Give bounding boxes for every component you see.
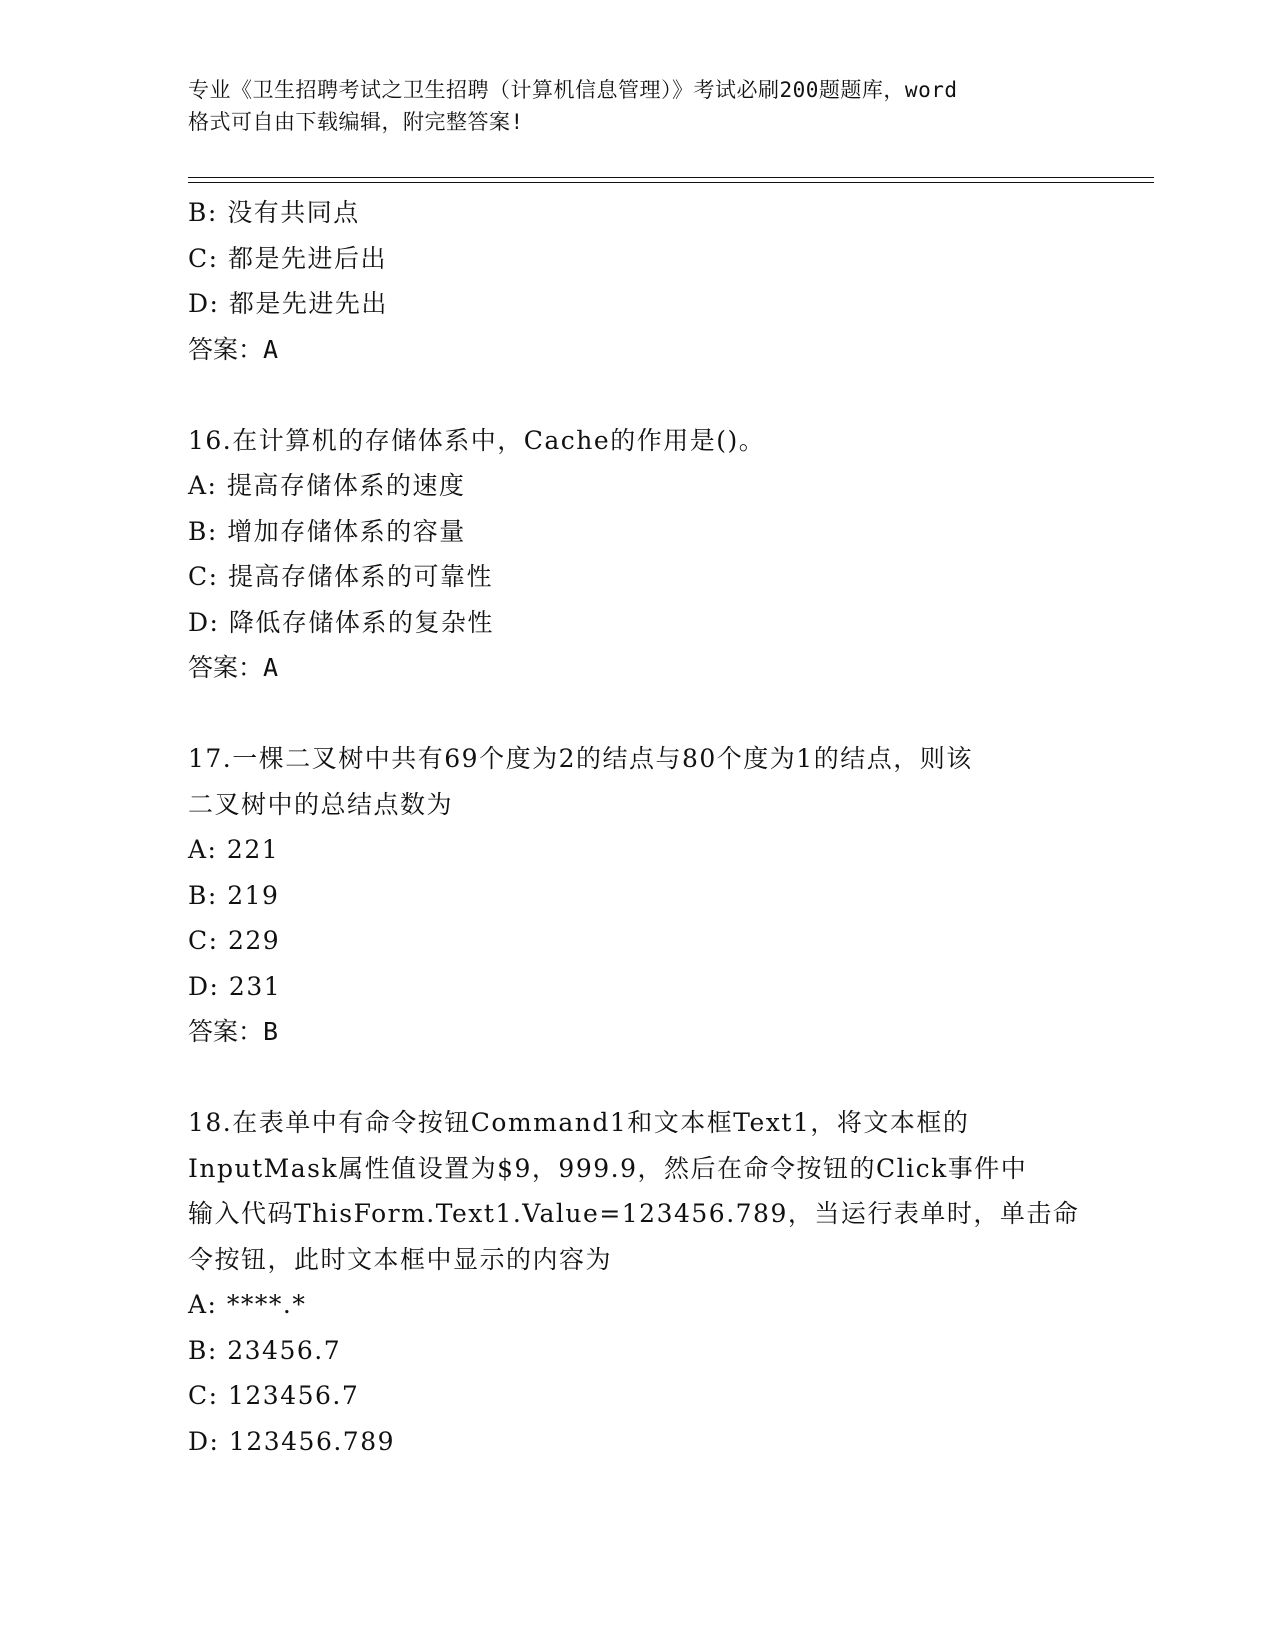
option-c: C: 229 bbox=[188, 926, 281, 955]
document-header bbox=[188, 74, 1088, 138]
option-a: A: ****.* bbox=[188, 1290, 307, 1319]
option-c: C: 都是先进后出 bbox=[188, 243, 387, 273]
header-line-2: 格式可自由下载编辑，附完整答案! bbox=[188, 110, 524, 134]
question-stem-line-1: 18.在表单中有命令按钮Command1和文本框Text1，将文本框的 bbox=[188, 1108, 970, 1137]
question-stem-line-2: 二叉树中的总结点数为 bbox=[188, 789, 454, 819]
question-stem-line-2: InputMask属性值设置为$9，999.9，然后在命令按钮的Click事件中 bbox=[188, 1153, 1028, 1183]
question-stem-line-3: 输入代码ThisForm.Text1.Value=123456.789，当运行表单时，单击命 bbox=[188, 1199, 1080, 1228]
option-a: A: 221 bbox=[188, 835, 280, 864]
question-stem-line-4: 令按钮，此时文本框中显示的内容为 bbox=[188, 1244, 613, 1274]
option-d: D: 231 bbox=[188, 971, 282, 1001]
question-17 bbox=[188, 736, 1088, 1055]
header-divider-bottom bbox=[188, 182, 1154, 183]
option-b: B: 增加存储体系的容量 bbox=[188, 516, 466, 546]
option-d: D: 降低存储体系的复杂性 bbox=[188, 607, 494, 637]
header-divider-top bbox=[188, 177, 1154, 178]
spacer bbox=[188, 691, 1088, 737]
spacer bbox=[188, 1055, 1088, 1101]
question-stem-line-1: 17.一棵二叉树中共有69个度为2的结点与80个度为1的结点，则该 bbox=[188, 744, 973, 773]
question-15-tail bbox=[188, 190, 1088, 372]
answer-label: 答案：A bbox=[188, 334, 279, 364]
option-d: D: 123456.789 bbox=[188, 1426, 396, 1456]
option-c: C: 123456.7 bbox=[188, 1381, 360, 1410]
header-line-1: 专业《卫生招聘考试之卫生招聘（计算机信息管理）》考试必刷200题题库，word bbox=[188, 78, 958, 102]
question-stem: 16.在计算机的存储体系中，Cache的作用是()。 bbox=[188, 425, 766, 455]
question-list bbox=[188, 190, 1088, 1464]
option-d: D: 都是先进先出 bbox=[188, 289, 388, 318]
question-16 bbox=[188, 418, 1088, 691]
spacer bbox=[188, 372, 1088, 418]
option-a: A: 提高存储体系的速度 bbox=[188, 471, 466, 500]
option-b: B: 没有共同点 bbox=[188, 198, 360, 227]
answer-label: 答案：A bbox=[188, 653, 279, 682]
option-b: B: 23456.7 bbox=[188, 1335, 342, 1365]
option-b: B: 219 bbox=[188, 880, 280, 910]
option-c: C: 提高存储体系的可靠性 bbox=[188, 562, 493, 591]
answer-label: 答案：B bbox=[188, 1017, 279, 1046]
question-18 bbox=[188, 1100, 1088, 1464]
